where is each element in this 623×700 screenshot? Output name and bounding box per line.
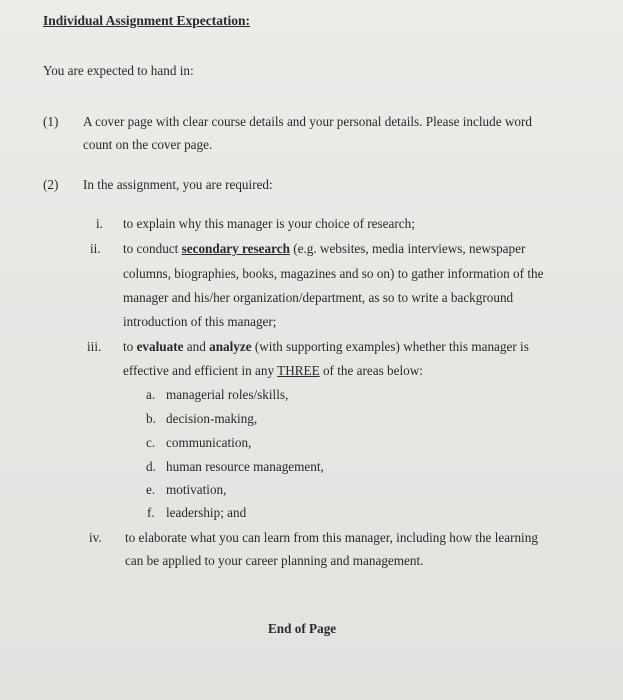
sub-iii-pre: to [123,339,137,354]
sub-ii-line-4: introduction of this manager; [123,314,277,329]
sub-ii-number: ii. [90,241,101,256]
end-of-page: End of Page [268,621,337,636]
area-a-letter: a. [146,387,156,402]
item-1-line-2: count on the cover page. [83,137,213,152]
area-d-text: human resource management, [166,459,324,474]
document-title: Individual Assignment Expectation: [43,13,251,28]
area-e-letter: e. [146,482,156,497]
sub-ii-post: (e.g. websites, media interviews, newspaper [289,241,526,256]
sub-iv-number: iv. [89,530,102,545]
sub-ii-line-1 [123,241,525,257]
sub-iii-number: iii. [87,339,102,354]
sub-iii-line2-pre: effective and efficient in any [123,363,278,378]
evaluate-emphasis: evaluate [136,339,184,354]
sub-iv-line-1: to elaborate what you can learn from this manager, including how the learning [125,530,538,545]
three-emphasis: THREE [277,363,320,378]
item-1-number: (1) [43,114,59,129]
area-e-text: motivation, [166,482,227,497]
sub-i-text: to explain why this manager is your choice of research; [123,216,415,231]
item-2-text: In the assignment, you are required: [83,177,273,192]
sub-ii-line-2: columns, biographies, books, magazines and so on) to gather information of the [123,266,544,281]
sub-i-number: i. [96,216,103,231]
sub-iii-and: and [183,339,210,354]
area-c-text: communication, [166,435,252,450]
sub-iv-line-2: can be applied to your career planning and management. [125,553,424,568]
sub-ii-pre: to conduct [123,241,182,256]
area-c-letter: c. [146,435,156,450]
sub-iii-post: (with supporting examples) whether this manager is [251,339,529,354]
sub-iii-line2-post: of the areas below: [319,363,423,378]
secondary-research-emphasis: secondary research [181,241,290,256]
area-f-letter: f. [147,505,155,520]
area-f-text: leadership; and [166,505,247,520]
sub-iii-line-1 [123,339,529,355]
area-a-text: managerial roles/skills, [166,387,289,402]
area-b-letter: b. [146,411,156,426]
analyze-emphasis: analyze [209,339,252,354]
intro-text: You are expected to hand in: [43,63,194,78]
item-2-number: (2) [43,177,59,192]
area-d-letter: d. [146,459,156,474]
sub-iii-line-2 [123,363,423,379]
item-1-line-1: A cover page with clear course details and your personal details. Please include word [83,114,532,129]
area-b-text: decision-making, [166,411,258,426]
sub-ii-line-3: manager and his/her organization/department, as so to write a background [123,290,514,305]
